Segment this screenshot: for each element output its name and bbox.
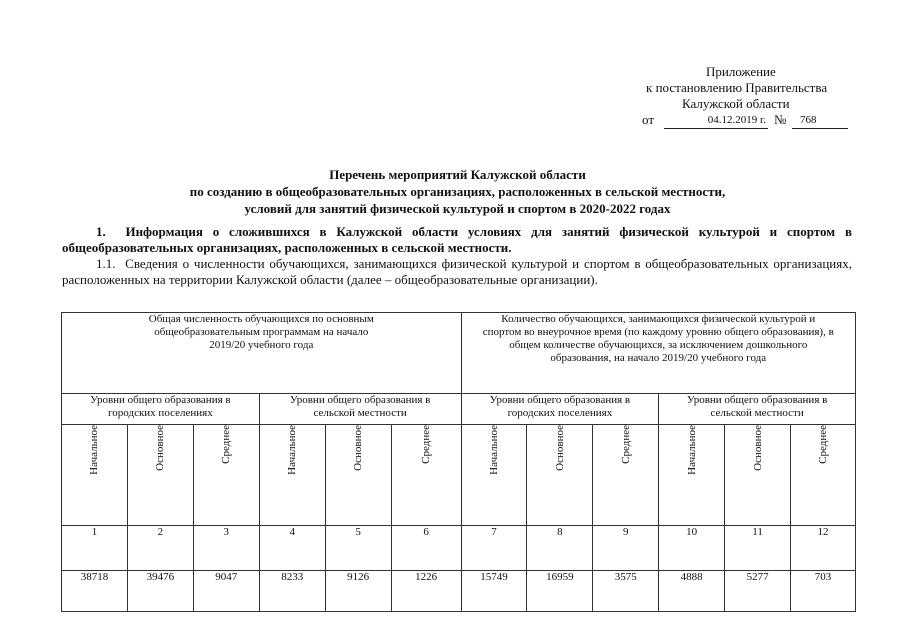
level-header: Основное <box>127 425 193 526</box>
column-number: 10 <box>659 526 725 571</box>
title-line-2: по созданию в общеобразовательных организациях, расположенных в сельской местности, <box>189 184 726 199</box>
value-cell: 9126 <box>325 571 391 612</box>
section-1-1-number: 1.1. <box>96 256 116 271</box>
column-number: 12 <box>791 526 856 571</box>
section-1 <box>62 224 852 256</box>
header-sports-students: Количество обучающихся, занимающихся физической культурой и спортом во внеурочное время (по каждому уровню общего образования), в общем количестве обучающихся, за исключением дошкольного образования, на начало 2019/20 учебного года <box>461 313 855 394</box>
value-cell: 9047 <box>193 571 259 612</box>
value-cell: 39476 <box>127 571 193 612</box>
value-cell: 38718 <box>62 571 128 612</box>
value-cell: 16959 <box>527 571 593 612</box>
level-header: Начальное <box>62 425 128 526</box>
statistics-table <box>61 312 856 612</box>
header-total-students: Общая численность обучающихся по основным общеобразовательным программам на начало 2019/20 учебного года <box>62 313 462 394</box>
value-cell: 703 <box>791 571 856 612</box>
level-header: Основное <box>325 425 391 526</box>
column-number: 8 <box>527 526 593 571</box>
from-label: от <box>642 112 655 127</box>
document-title <box>100 166 815 217</box>
value-cell: 5277 <box>725 571 791 612</box>
resolution-number: 768 <box>792 112 848 129</box>
appendix-date-line <box>640 112 860 130</box>
section-1-1 <box>62 256 852 288</box>
title-line-3: условий для занятий физической культурой и спортом в 2020-2022 годах <box>244 201 671 216</box>
column-number: 9 <box>593 526 659 571</box>
appendix-title: Приложение <box>706 64 776 79</box>
column-number: 7 <box>461 526 527 571</box>
column-number-row <box>62 526 856 571</box>
resolution-date: 04.12.2019 г. <box>664 112 768 129</box>
level-header: Среднее <box>593 425 659 526</box>
level-header: Среднее <box>193 425 259 526</box>
level-group-header: Уровни общего образования в городских поселениях <box>62 394 260 425</box>
appendix-header <box>640 64 860 130</box>
level-header: Основное <box>527 425 593 526</box>
values-row <box>62 571 856 612</box>
value-cell: 4888 <box>659 571 725 612</box>
number-sign: № <box>774 112 787 127</box>
section-1-1-text: Сведения о численности обучающихся, занимающихся физической культурой и спортом в общеобразовательных организациях, расположенных на территории Калужской области (далее – общеобразовательные организации). <box>62 256 852 287</box>
level-header: Начальное <box>659 425 725 526</box>
level-header: Среднее <box>791 425 856 526</box>
level-header: Начальное <box>259 425 325 526</box>
value-cell: 1226 <box>391 571 461 612</box>
value-cell: 3575 <box>593 571 659 612</box>
section-1-number: 1. <box>96 224 106 239</box>
column-number: 4 <box>259 526 325 571</box>
value-cell: 15749 <box>461 571 527 612</box>
level-header: Начальное <box>461 425 527 526</box>
title-line-1: Перечень мероприятий Калужской области <box>329 167 586 182</box>
section-1-text: Информация о сложившихся в Калужской области условиях для занятий физической культурой и спортом в общеобразовательных организациях, расположенных в сельской местности. <box>62 224 853 255</box>
column-number: 3 <box>193 526 259 571</box>
level-header: Основное <box>725 425 791 526</box>
level-group-header: Уровни общего образования в городских поселениях <box>461 394 659 425</box>
appendix-region: Калужской области <box>682 96 790 111</box>
column-number: 6 <box>391 526 461 571</box>
appendix-resolution: к постановлению Правительства <box>646 80 828 95</box>
column-number: 5 <box>325 526 391 571</box>
column-number: 11 <box>725 526 791 571</box>
level-group-header: Уровни общего образования в сельской местности <box>659 394 856 425</box>
value-cell: 8233 <box>259 571 325 612</box>
level-header: Среднее <box>391 425 461 526</box>
level-group-header: Уровни общего образования в сельской местности <box>259 394 461 425</box>
column-number: 1 <box>62 526 128 571</box>
column-number: 2 <box>127 526 193 571</box>
